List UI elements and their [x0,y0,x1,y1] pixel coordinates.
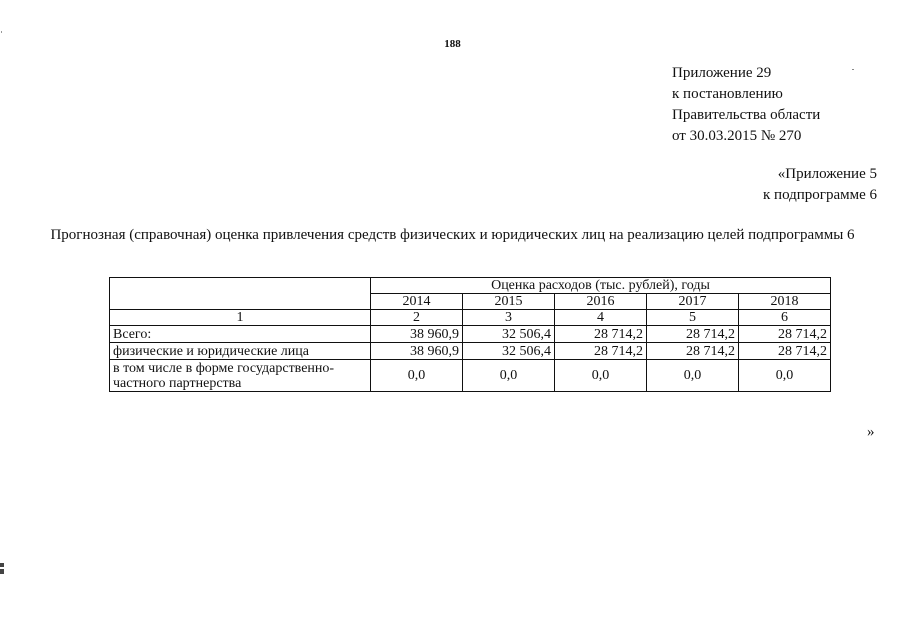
sub-appendix-line-1: «Приложение 5 [777,166,877,182]
year-cell: 2016 [555,294,647,310]
value-cell: 28 714,2 [739,343,831,360]
appendix-line-3: Правительства области [672,107,821,123]
value-cell: 28 714,2 [739,326,831,343]
appendix-line-1: Приложение 29 [672,65,772,81]
value-cell: 0,0 [463,360,555,392]
group-header-cell: Оценка расходов (тыс. рублей), годы [371,278,831,294]
value-cell: 38 960,9 [371,326,463,343]
table-row-ppp [110,360,831,392]
closing-quote: » [867,424,875,440]
page-number: 188 [444,38,461,50]
row-label: Всего: [110,326,371,343]
value-cell: 28 714,2 [555,326,647,343]
appendix-line-4: от 30.03.2015 № 270 [672,128,802,144]
column-number-cell: 5 [647,310,739,326]
table-row-total [110,326,831,343]
row-label: в том числе в форме государственно-частного партнерства [110,360,371,392]
column-number-cell: 6 [739,310,831,326]
value-cell: 38 960,9 [371,343,463,360]
sub-appendix-line-2: к подпрограмме 6 [763,187,877,203]
column-number-cell: 1 [110,310,371,326]
sub-appendix-reference [763,164,877,206]
value-cell: 0,0 [371,360,463,392]
column-numbers-row [110,310,831,326]
year-cell: 2018 [739,294,831,310]
table-row-individuals-and-entities [110,343,831,360]
value-cell: 28 714,2 [647,326,739,343]
value-cell: 28 714,2 [647,343,739,360]
column-number-cell: 3 [463,310,555,326]
value-cell: 32 506,4 [463,326,555,343]
value-cell: 0,0 [647,360,739,392]
appendix-reference [672,63,820,147]
row-label: физические и юридические лица [110,343,371,360]
year-cell: 2017 [647,294,739,310]
column-number-cell: 4 [555,310,647,326]
scan-speck [852,69,854,70]
table-header-row [110,278,831,294]
scan-speck [1,31,2,33]
label-header-cell [110,278,371,310]
year-cell: 2014 [371,294,463,310]
appendix-line-2: к постановлению [672,86,783,102]
value-cell: 0,0 [555,360,647,392]
document-title: Прогнозная (справочная) оценка привлечения средств физических и юридических лиц на реализацию целей подпрограммы 6 [50,227,855,243]
value-cell: 28 714,2 [555,343,647,360]
estimate-table [109,277,831,392]
value-cell: 0,0 [739,360,831,392]
value-cell: 32 506,4 [463,343,555,360]
column-number-cell: 2 [371,310,463,326]
scan-artifact-mark [0,563,4,574]
year-cell: 2015 [463,294,555,310]
